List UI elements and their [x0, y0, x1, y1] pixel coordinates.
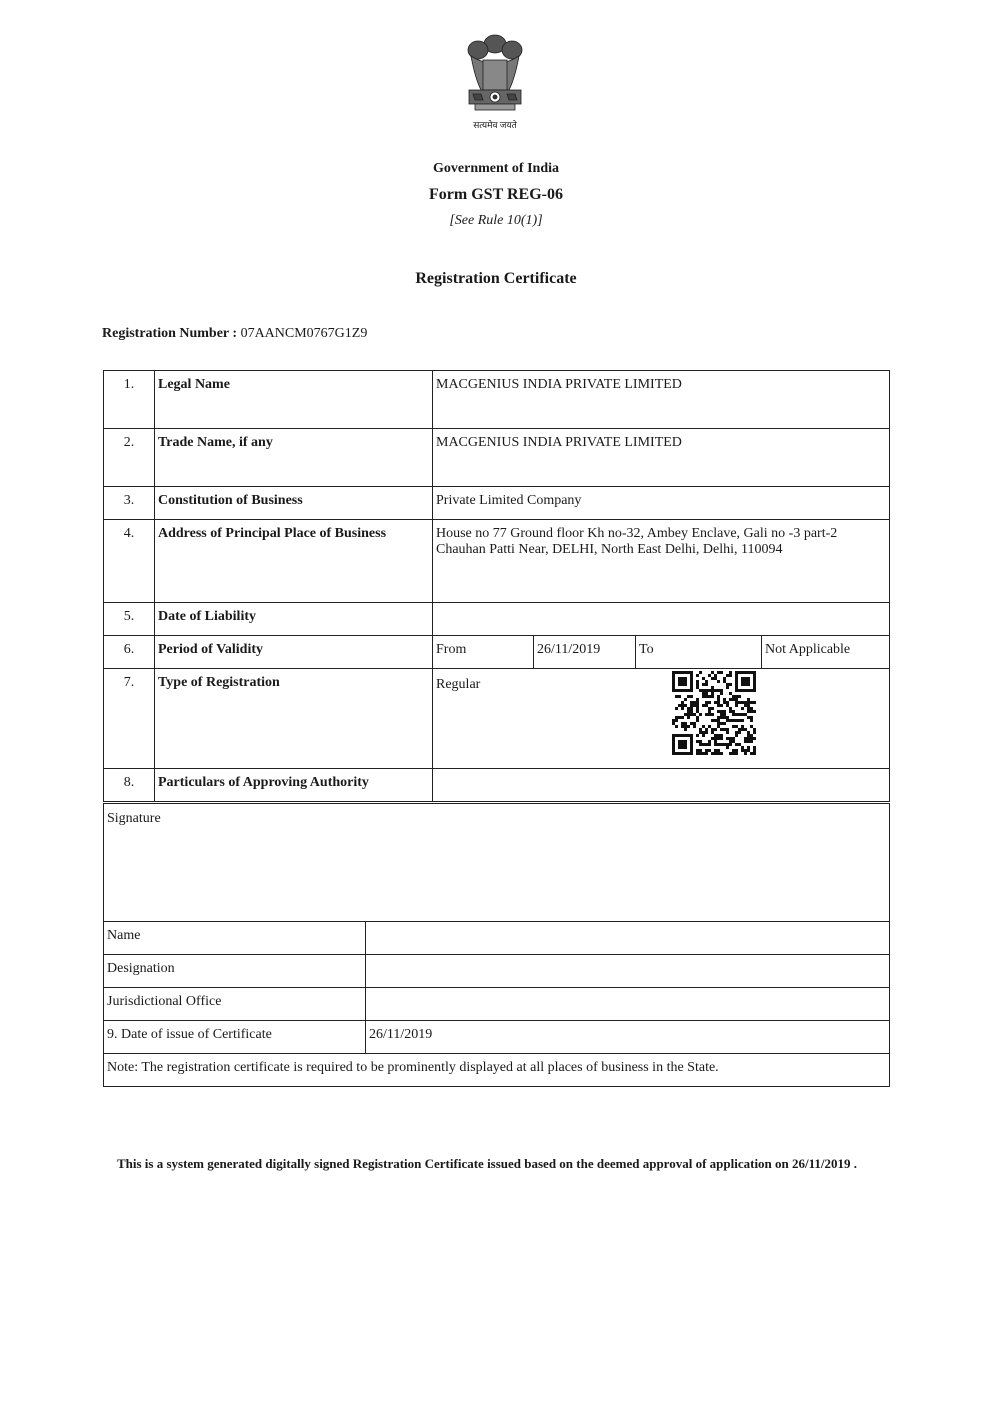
validity-from-label: From — [433, 636, 534, 669]
table-row — [104, 669, 890, 769]
row-number: 5. — [104, 603, 155, 636]
authority-label: Particulars of Approving Authority — [155, 769, 433, 802]
trade-name-value: MACGENIUS INDIA PRIVATE LIMITED — [433, 429, 890, 487]
registration-type-value: Regular — [436, 677, 481, 692]
address-label: Address of Principal Place of Business — [155, 520, 433, 603]
address-value: House no 77 Ground floor Kh no-32, Ambey Enclave, Gali no -3 part-2 Chauhan Patti Near, DELHI, North East Delhi, Delhi, 110094 — [433, 520, 890, 603]
table-row — [104, 636, 890, 669]
row-number: 2. — [104, 429, 155, 487]
table-row — [104, 769, 890, 802]
government-heading: Government of India — [433, 161, 559, 176]
name-value — [366, 922, 890, 955]
table-row — [104, 371, 890, 429]
legal-name-value: MACGENIUS INDIA PRIVATE LIMITED — [433, 371, 890, 429]
registration-number — [102, 326, 367, 342]
registration-number-value: 07AANCM0767G1Z9 — [240, 326, 368, 341]
table-row — [104, 955, 890, 988]
row-number: 4. — [104, 520, 155, 603]
row-number: 1. — [104, 371, 155, 429]
row-number: 8. — [104, 769, 155, 802]
signature-label: Signature — [104, 804, 890, 922]
rule-reference: [See Rule 10(1)] — [449, 213, 543, 228]
issue-date-value: 26/11/2019 — [366, 1021, 890, 1054]
table-row — [104, 520, 890, 603]
validity-to-label: To — [636, 636, 762, 669]
table-row — [104, 487, 890, 520]
jurisdictional-office-value — [366, 988, 890, 1021]
designation-value — [366, 955, 890, 988]
table-row — [104, 1021, 890, 1054]
display-note: Note: The registration certificate is required to be prominently displayed at all places of business in the State. — [104, 1054, 890, 1087]
issue-date-label: 9. Date of issue of Certificate — [104, 1021, 366, 1054]
table-row — [104, 429, 890, 487]
emblem-motto: सत्यमेव जयते — [473, 120, 517, 130]
table-row — [104, 804, 890, 922]
row-number: 7. — [104, 669, 155, 769]
registration-number-label: Registration Number : — [102, 326, 238, 341]
system-generated-note: This is a system generated digitally signed Registration Certificate issued based on the deemed approval of application on 26/11/2019 . — [116, 1156, 858, 1171]
trade-name-label: Trade Name, if any — [155, 429, 433, 487]
validity-from-value: 26/11/2019 — [534, 636, 636, 669]
certificate-title: Registration Certificate — [415, 270, 577, 287]
form-heading: Form GST REG-06 — [429, 186, 563, 203]
jurisdictional-office-label: Jurisdictional Office — [104, 988, 366, 1021]
national-emblem — [461, 28, 529, 138]
table-row — [104, 603, 890, 636]
registration-type-label: Type of Registration — [155, 669, 433, 769]
validity-to-value: Not Applicable — [762, 636, 890, 669]
registration-type-cell — [433, 669, 890, 769]
table-row — [104, 1054, 890, 1087]
row-number: 3. — [104, 487, 155, 520]
row-number: 6. — [104, 636, 155, 669]
liability-value — [433, 603, 890, 636]
constitution-label: Constitution of Business — [155, 487, 433, 520]
legal-name-label: Legal Name — [155, 371, 433, 429]
signature-table — [103, 803, 890, 1087]
emblem-icon — [461, 28, 529, 114]
registration-details-table — [103, 370, 890, 802]
authority-value — [433, 769, 890, 802]
table-row — [104, 988, 890, 1021]
designation-label: Designation — [104, 955, 366, 988]
liability-label: Date of Liability — [155, 603, 433, 636]
qr-code-icon — [672, 671, 756, 755]
constitution-value: Private Limited Company — [433, 487, 890, 520]
table-row — [104, 922, 890, 955]
validity-label: Period of Validity — [155, 636, 433, 669]
name-label: Name — [104, 922, 366, 955]
